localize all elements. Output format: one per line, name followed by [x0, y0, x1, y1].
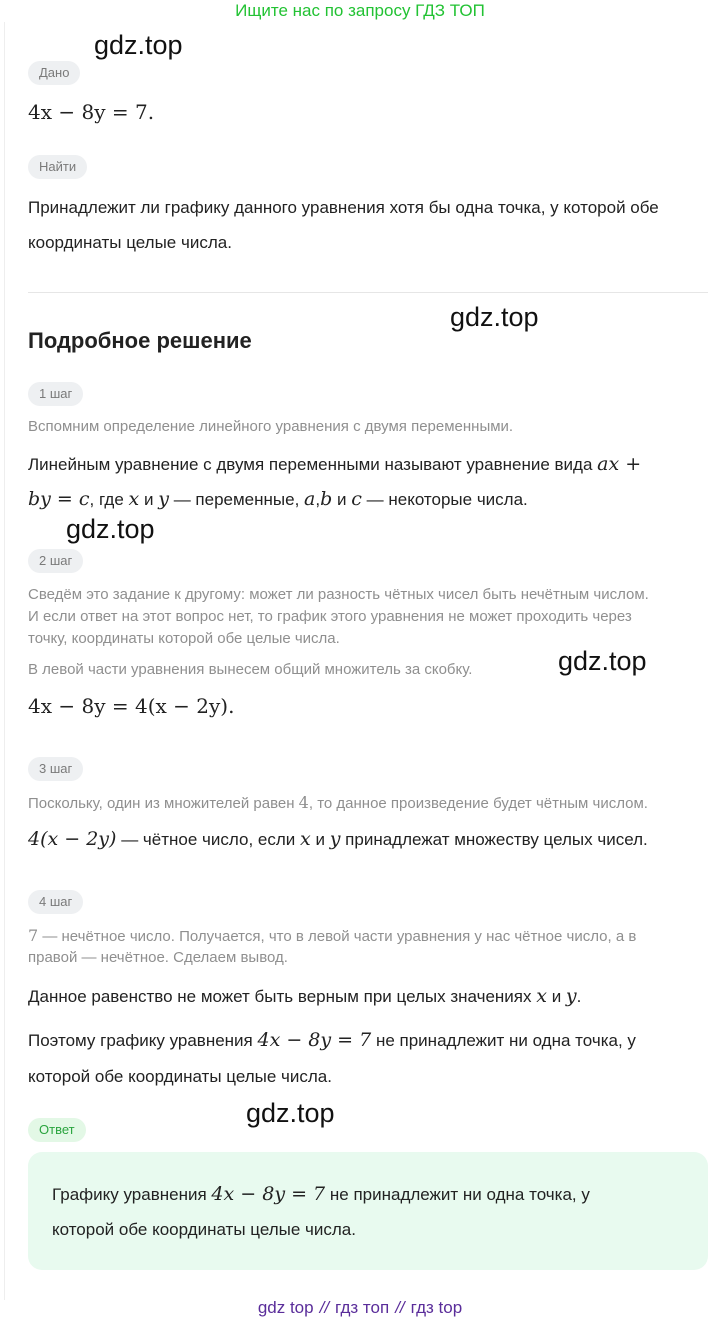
given-equation: 4x − 8y = 7. [28, 100, 155, 124]
math-y: y [565, 985, 577, 1007]
step4-text1: Данное равенство не может быть верным при целых значениях [28, 987, 532, 1006]
step2-note-line2: И если ответ на этот вопрос нет, то график этого уравнения не может проходить через [28, 608, 632, 625]
answer-box [28, 1152, 708, 1270]
step4-note-text: — нечётное число. Получается, что в левой части уравнения у нас чётное число, а в [42, 928, 637, 945]
math-7: 7 [28, 926, 39, 945]
step2-tag: 2 шаг [28, 549, 83, 573]
math-x: x [536, 985, 547, 1007]
text-some-numbers: — некоторые числа. [366, 490, 528, 509]
step3-line [28, 828, 648, 850]
footer-separator: // [319, 1298, 330, 1317]
step4-note-line2: правой — нечётное. Сделаем вывод. [28, 949, 288, 966]
watermark: gdz.top [246, 1098, 335, 1128]
find-text-line2: координаты целые числа. [28, 233, 232, 252]
footer-separator: // [395, 1298, 405, 1317]
text-and: и [337, 490, 347, 509]
footer-links [0, 1298, 720, 1318]
left-border [4, 22, 5, 1300]
footer-link-gdz-top-ru[interactable]: гдз топ [335, 1298, 390, 1317]
math-ax: ax + [597, 453, 642, 475]
step1-line1 [28, 453, 641, 475]
step2-note-line1: Сведём это задание к другому: может ли разность чётных чисел быть нечётным числом. [28, 586, 649, 603]
text-variables: — переменные, [173, 490, 300, 509]
find-tag: Найти [28, 155, 87, 179]
step4-text2-a: Поэтому графику уравнения [28, 1031, 253, 1050]
step4-text2-b: не принадлежит ни одна точка, у [375, 1031, 636, 1050]
answer-line1 [52, 1183, 590, 1205]
footer-link-gdz-top-mixed[interactable]: гдз top [410, 1298, 463, 1317]
step1-tag: 1 шаг [28, 382, 83, 406]
watermark: gdz.top [66, 514, 155, 544]
text-comma: , [315, 490, 321, 509]
math-c: c [351, 488, 362, 510]
step2-note-line4: В левой части уравнения вынесем общий множитель за скобку. [28, 661, 473, 678]
step1-line1-text: Линейным уравнение с двумя переменными называют уравнение вида [28, 455, 593, 474]
step3-note-text-end: , то данное произведение будет чётным числом. [308, 795, 648, 812]
answer-line2: которой обе координаты целые числа. [52, 1220, 356, 1239]
answer-tag: Ответ [28, 1118, 86, 1142]
text-and: и [551, 987, 562, 1006]
find-text-line1: Принадлежит ли графику данного уравнения хотя бы одна точка, у которой обе [28, 198, 659, 217]
solution-heading: Подробное решение [28, 328, 252, 353]
step4-line3: которой обе координаты целые числа. [28, 1067, 332, 1086]
text-period: . [576, 987, 582, 1006]
step2-note-line3: точку, координаты которой обе целые числа. [28, 630, 340, 647]
math-expression: 4(x − 2y) [28, 828, 117, 850]
step3-note-text: Поскольку, один из множителей равен [28, 795, 295, 812]
math-4: 4 [298, 793, 309, 812]
text-and: и [144, 490, 154, 509]
step4-line1 [28, 985, 581, 1007]
math-y: y [158, 488, 169, 510]
answer-text-a: Графику уравнения [52, 1185, 207, 1204]
watermark: gdz.top [450, 302, 539, 332]
step4-tag: 4 шаг [28, 890, 83, 914]
math-b: b [320, 488, 333, 510]
math-x: x [128, 488, 140, 510]
math-x: x [300, 828, 311, 850]
math-by-c: by = c [28, 488, 90, 510]
math-equation: 4x − 8y = 7 [211, 1183, 326, 1205]
step4-note-line1 [28, 926, 636, 945]
math-y: y [329, 828, 341, 850]
step3-note [28, 793, 648, 812]
step2-equation: 4x − 8y = 4(x − 2y). [28, 694, 235, 718]
math-a: a [304, 488, 316, 510]
step1-note: Вспомним определение линейного уравнения с двумя переменными. [28, 418, 514, 435]
section-divider [28, 292, 708, 293]
watermark: gdz.top [558, 646, 647, 676]
answer-text-b: не принадлежит ни одна точка, у [329, 1185, 590, 1204]
step3-tag: 3 шаг [28, 757, 83, 781]
watermark: gdz.top [94, 30, 183, 60]
text-where: , где [89, 490, 124, 509]
footer-link-gdz-top[interactable]: gdz top [257, 1298, 314, 1317]
text-and: и [315, 830, 325, 849]
step3-text-a: — чётное число, если [121, 830, 296, 849]
math-equation: 4x − 8y = 7 [257, 1029, 372, 1051]
step1-line2 [28, 488, 528, 510]
search-banner: Ищите нас по запросу ГДЗ ТОП [235, 1, 485, 20]
step3-text-b: принадлежат множеству целых чисел. [345, 830, 648, 849]
step4-line2 [28, 1029, 636, 1051]
given-tag: Дано [28, 61, 80, 85]
